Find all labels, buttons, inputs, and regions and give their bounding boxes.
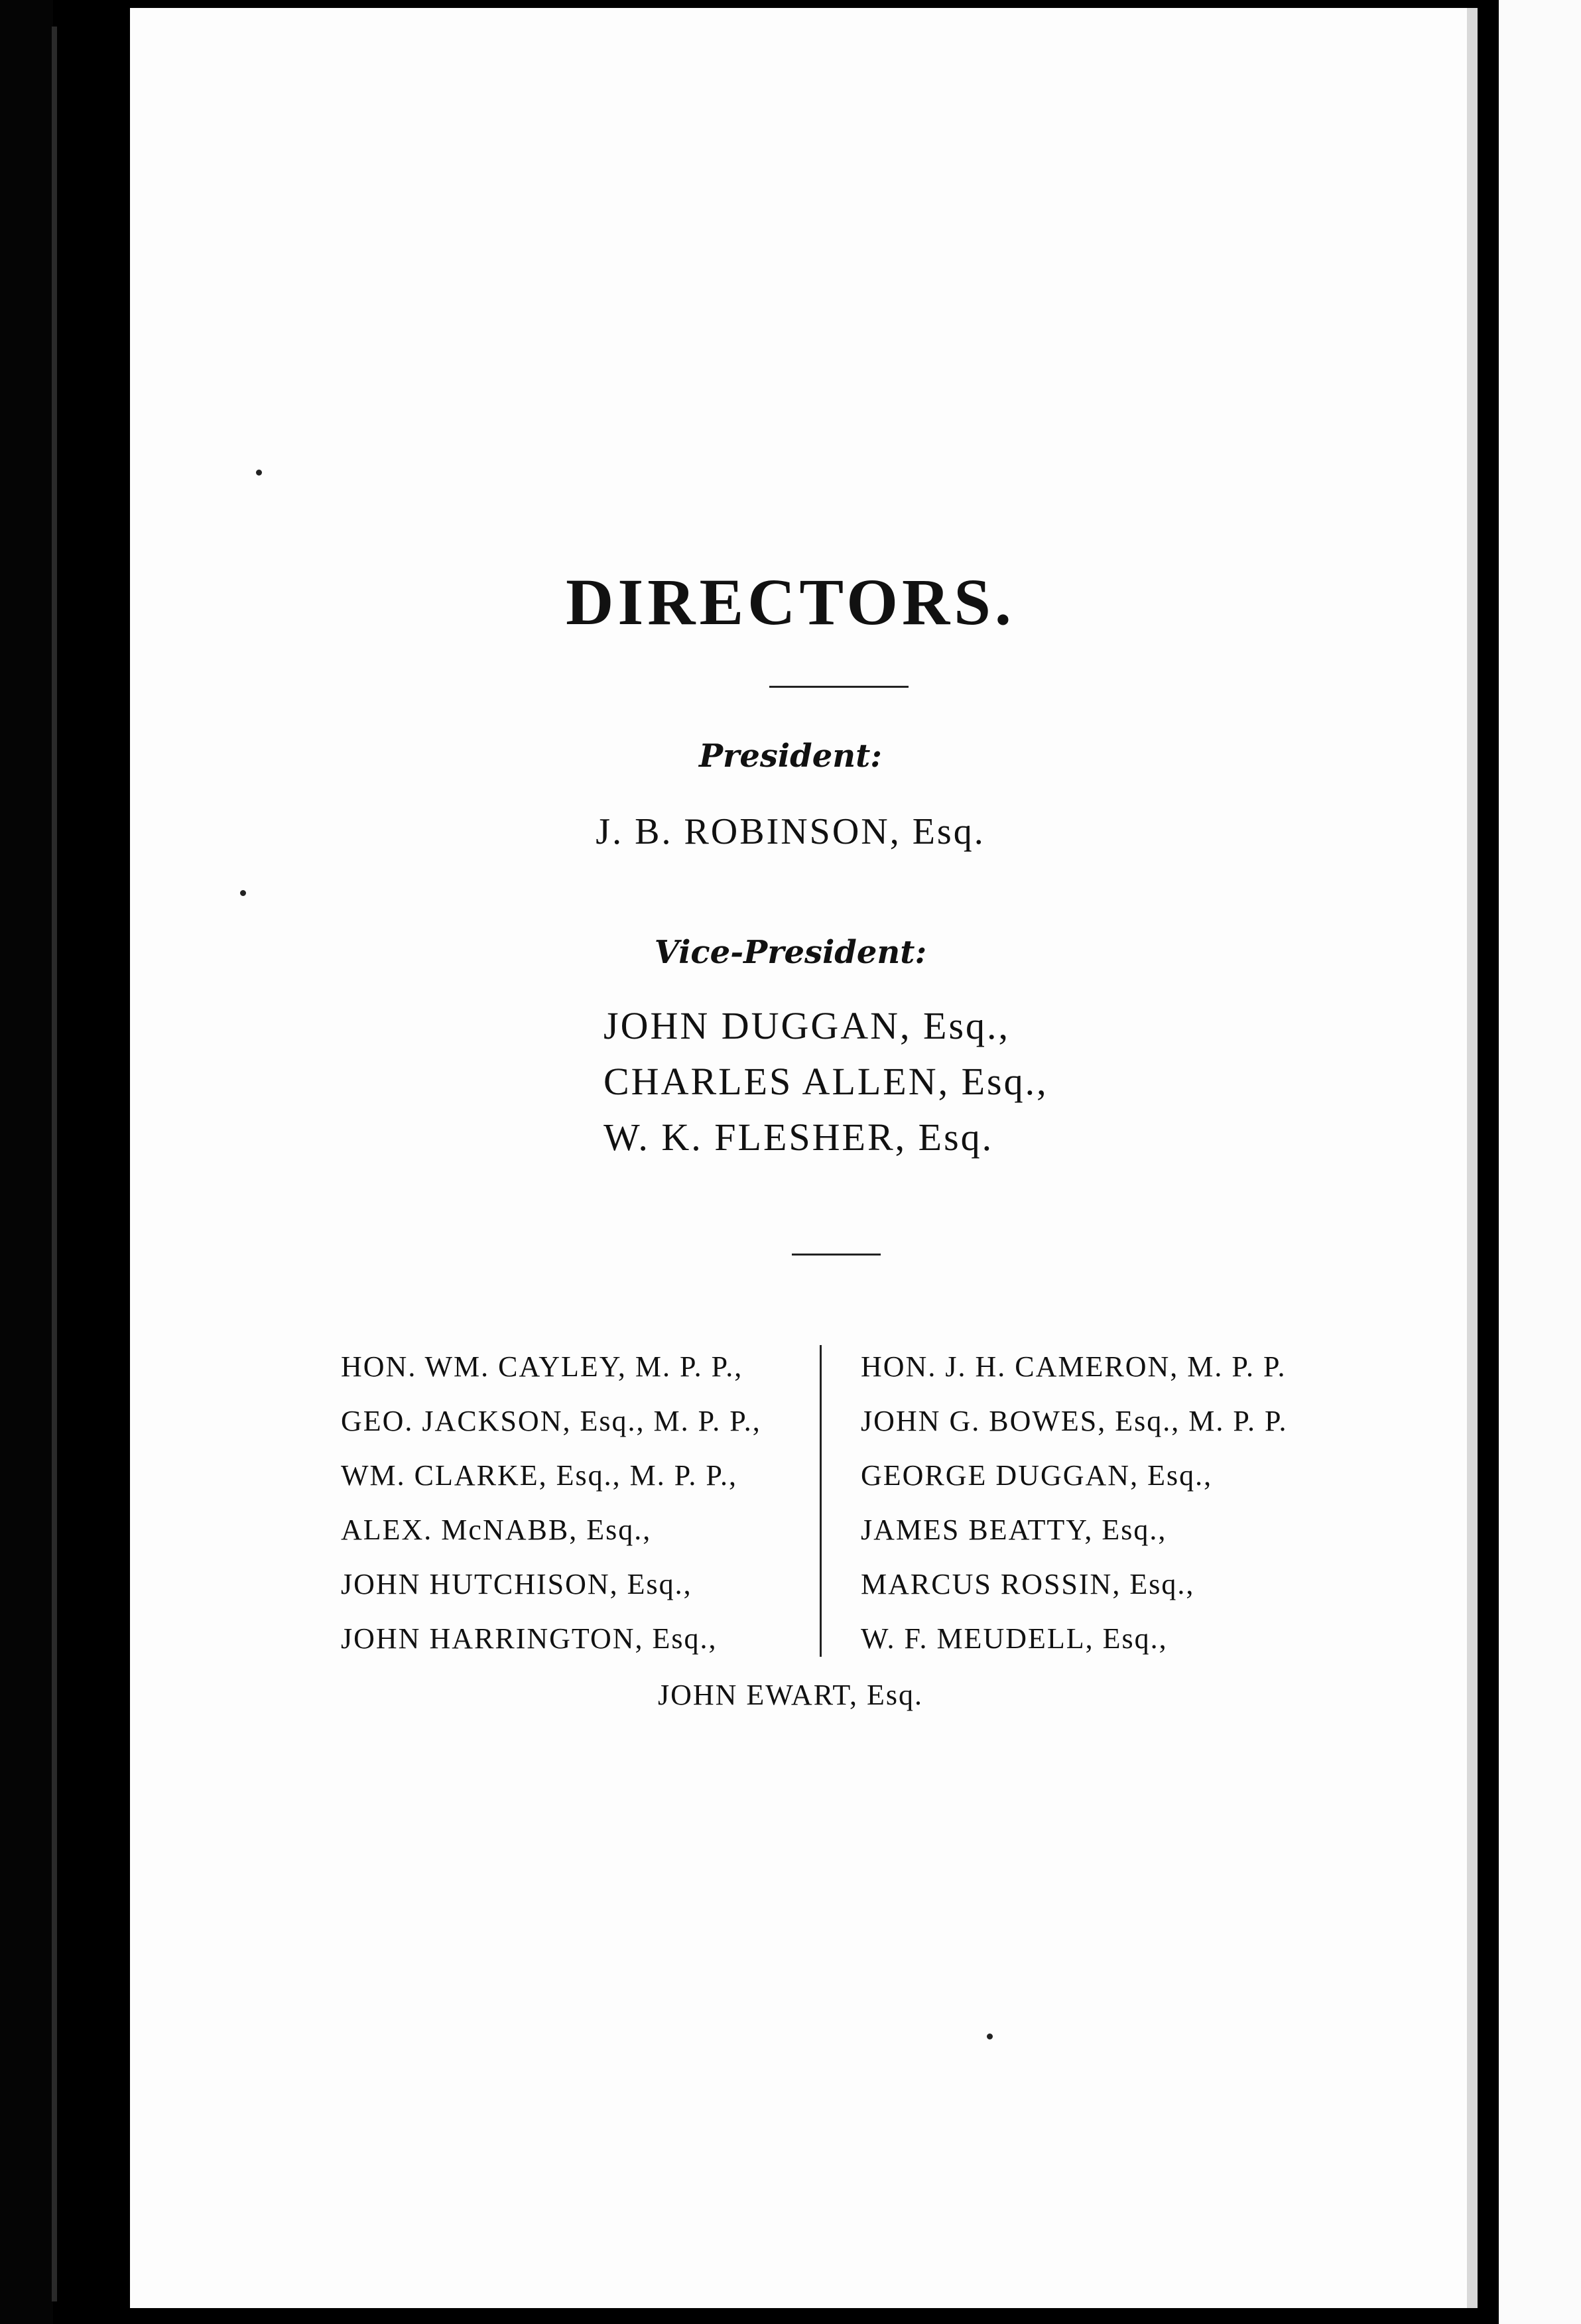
director-name: HON. J. H. CAMERON, M. P. P. xyxy=(861,1350,1287,1383)
director-name-final: JOHN EWART, Esq. xyxy=(657,1679,924,1711)
director-name: ALEX. McNABB, Esq., xyxy=(341,1514,652,1546)
directors-right-column xyxy=(861,1340,1288,1666)
director-name: JOHN HARRINGTON, Esq., xyxy=(341,1622,718,1655)
scan-speck xyxy=(240,890,246,896)
director-name: MARCUS ROSSIN, Esq., xyxy=(861,1568,1195,1600)
spine-edge xyxy=(52,27,57,2301)
facing-page-edge xyxy=(1499,0,1581,2324)
vice-president-list xyxy=(603,998,1048,1165)
divider-rule xyxy=(792,1254,881,1256)
vice-president-name: JOHN DUGGAN, Esq., xyxy=(603,1004,1011,1047)
vice-president-name: W. K. FLESHER, Esq. xyxy=(603,1116,994,1159)
page-gutter xyxy=(1478,0,1499,2324)
page-title: DIRECTORS. xyxy=(566,565,1015,639)
divider-rule xyxy=(769,686,909,688)
director-name: WM. CLARKE, Esq., M. P. P., xyxy=(341,1459,737,1492)
directors-left-column xyxy=(341,1340,761,1666)
book-spine xyxy=(0,0,53,2324)
scan-speck xyxy=(987,2033,993,2039)
director-name: GEO. JACKSON, Esq., M. P. P., xyxy=(341,1405,761,1437)
scan-speck xyxy=(256,470,262,476)
vice-president-name: CHARLES ALLEN, Esq., xyxy=(603,1060,1048,1103)
director-name: JOHN G. BOWES, Esq., M. P. P. xyxy=(861,1405,1288,1437)
president-heading: President: xyxy=(698,738,883,775)
director-name: W. F. MEUDELL, Esq., xyxy=(861,1622,1168,1655)
president-name: J. B. ROBINSON, Esq. xyxy=(596,811,985,852)
director-name: GEORGE DUGGAN, Esq., xyxy=(861,1459,1213,1492)
page-edge xyxy=(1467,8,1478,2308)
director-name: JAMES BEATTY, Esq., xyxy=(861,1514,1167,1546)
director-name: JOHN HUTCHISON, Esq., xyxy=(341,1568,692,1600)
column-divider xyxy=(820,1345,822,1657)
vice-president-heading: Vice-President: xyxy=(654,934,927,971)
director-name: HON. WM. CAYLEY, M. P. P., xyxy=(341,1350,743,1383)
